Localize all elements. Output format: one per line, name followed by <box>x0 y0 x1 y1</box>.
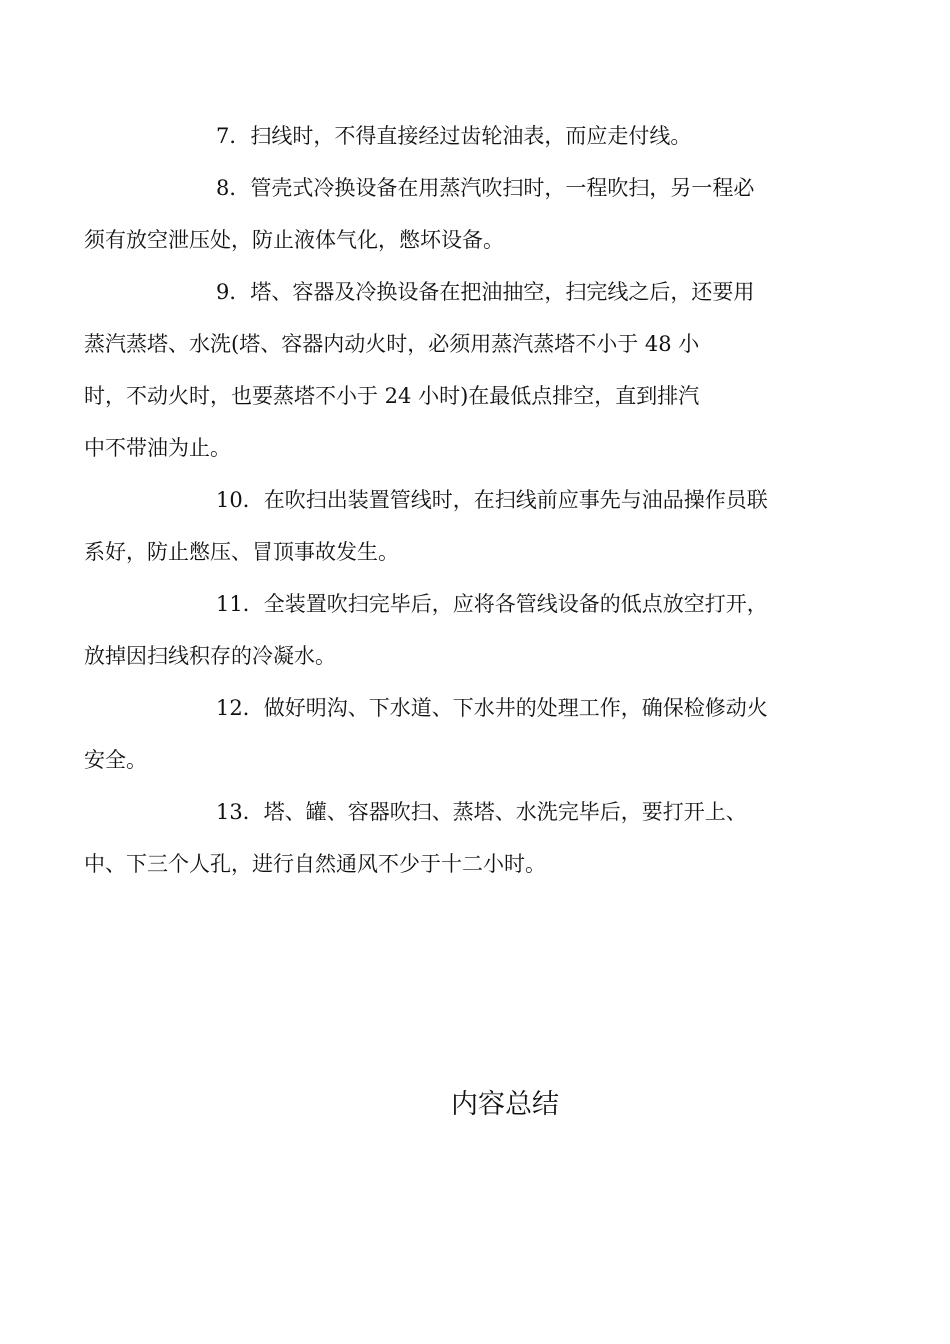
document-body <box>84 110 802 890</box>
paragraph-line: 8．管壳式冷换设备在用蒸汽吹扫时，一程吹扫，另一程必 <box>216 176 755 200</box>
paragraph-line: 13．塔、罐、容器吹扫、蒸塔、水洗完毕后，要打开上、 <box>216 800 747 824</box>
paragraph-line: 蒸汽蒸塔、水洗(塔、容器内动火时，必须用蒸汽蒸塔不小于 48 小 <box>84 332 700 356</box>
paragraph-item-9 <box>84 266 802 474</box>
paragraph-line: 10．在吹扫出装置管线时，在扫线前应事先与油品操作员联 <box>216 488 768 512</box>
paragraph-line: 须有放空泄压处，防止液体气化，憋坏设备。 <box>84 228 504 252</box>
paragraph-item-11 <box>84 578 802 682</box>
paragraph-line: 时，不动火时，也要蒸塔不小于 24 小时)在最低点排空，直到排汽 <box>84 384 700 408</box>
paragraph-line: 系好，防止憋压、冒顶事故发生。 <box>84 540 399 564</box>
paragraph-line: 12．做好明沟、下水道、下水井的处理工作，确保检修动火 <box>216 696 768 720</box>
paragraph-line: 中不带油为止。 <box>84 436 231 460</box>
paragraph-line: 中、下三个人孔，进行自然通风不少于十二小时。 <box>84 852 546 876</box>
paragraph-line: 安全。 <box>84 748 147 772</box>
paragraph-line: 11．全装置吹扫完毕后，应将各管线设备的低点放空打开， <box>216 592 768 616</box>
summary-title: 内容总结 <box>451 1089 559 1120</box>
paragraph-line: 7．扫线时，不得直接经过齿轮油表，而应走付线。 <box>216 124 692 148</box>
paragraph-item-13 <box>84 786 802 890</box>
paragraph-line: 放掉因扫线积存的冷凝水。 <box>84 644 336 668</box>
paragraph-item-12 <box>84 682 802 786</box>
paragraph-item-10 <box>84 474 802 578</box>
paragraph-item-7 <box>150 110 802 162</box>
paragraph-line: 9．塔、容器及冷换设备在把油抽空，扫完线之后，还要用 <box>216 280 755 304</box>
paragraph-item-8 <box>84 162 802 266</box>
